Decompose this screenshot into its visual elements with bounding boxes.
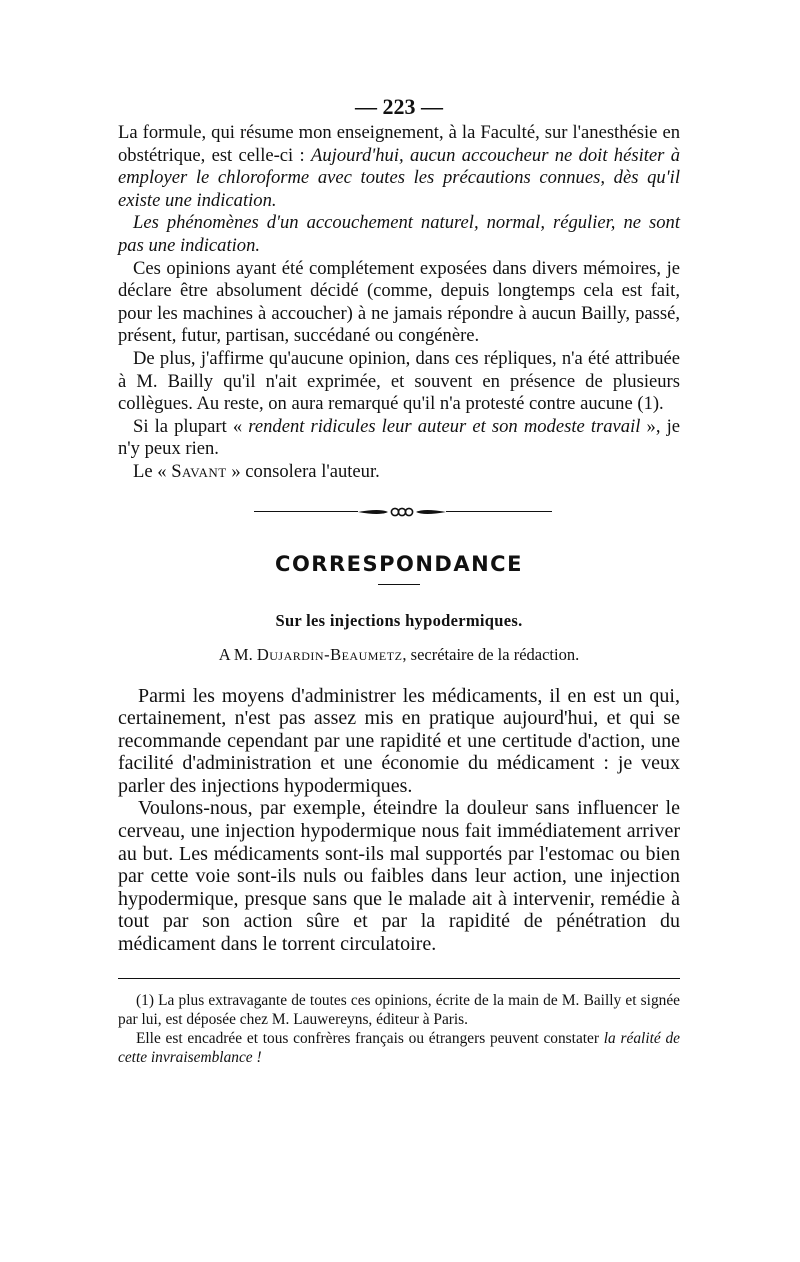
opinions-paragraph: Ces opinions ayant été complétement exposées dans divers mémoires, je déclare être absolument décidé (comme, depuis longtemps cela est fait, pour les machines à accoucher) à ne jamais répondre à aucun Bailly, passé, présent, futur, partisan, succédané ou congénère.: [118, 257, 680, 347]
intro-paragraph: [118, 122, 680, 212]
footnote-rule: [118, 978, 680, 979]
section-title: CORRESPONDANCE: [275, 551, 523, 576]
ornament-line-left: [254, 511, 358, 512]
title-underline: [378, 584, 420, 585]
section-divider-ornament: [118, 502, 680, 522]
ornament-scroll-icon: [358, 502, 446, 522]
page-number: — 223 —: [355, 94, 443, 119]
recipient-name: Dujardin-Beaumetz: [256, 644, 403, 664]
letter-paragraph: Voulons-nous, par exemple, éteindre la douleur sans influencer le cerveau, une injection hypodermique nous fait immédiatement arriver au but. Les médicaments sont-ils mal supportés par l'estomac ou bien par cette voie sont-ils nuls ou faibles dans leur action, une injection hypodermique, presque sans que le malade ait à intervenir, remédie à tout par son action sûre et par la rapidité de pénétration du médicament dans le torrent circulatoire.: [118, 797, 680, 956]
page: [118, 92, 680, 1067]
letter-paragraph: Parmi les moyens d'administrer les médicaments, il en est un qui, certainement, n'est pas assez mis en pratique aujourd'hui, et qui se recommande cependant par une rapidité et une certitude d'action, une facilité d'administration et une économie du médicament : je veux parler des injections hypodermiques.: [118, 684, 680, 797]
savant-paragraph: Le « Savant » consolera l'auteur.: [133, 460, 380, 482]
letter-text: [118, 685, 680, 956]
footnote-1-continued: Elle est encadrée et tous confrères français ou étrangers peuvent constater la réalité de cette invraisemblance !: [118, 1030, 680, 1067]
letter-address: A M. Dujardin-Beaumetz, secrétaire de la rédaction.: [218, 644, 580, 664]
footnote-1: (1) La plus extravagante de toutes ces opinions, écrite de la main de M. Bailly et signée par lui, est déposée chez M. Lauwereyns, éditeur à Paris.: [118, 991, 680, 1028]
intro-indication: Les phénomènes d'un accouchement naturel, normal, régulier, ne sont pas une indication.: [118, 212, 680, 256]
intro-lead: La formule, qui résume mon enseignement, à la Faculté, sur l'anesthésie en obstétrique, est celle-ci :: [118, 122, 680, 166]
section-subtitle: Sur les injections hypodermiques.: [275, 610, 523, 630]
footnotes: [118, 991, 680, 1068]
affirmation-paragraph: De plus, j'affirme qu'aucune opinion, dans ces répliques, n'a été attribuée à M. Bailly qu'il n'ait exprimée, et souvent en présence de plusieurs collègues. Au reste, on aura remarqué qu'il n'a protesté contre aucune (1).: [118, 347, 680, 415]
intro-text: [118, 122, 680, 484]
intro-formula: Aujourd'hui, aucun accoucheur ne doit hésiter à employer le chloroforme avec toutes les précautions connues, dès qu'il existe une indication.: [118, 144, 681, 211]
ornament-line-right: [446, 511, 552, 512]
ridicule-paragraph: Si la plupart « rendent ridicules leur auteur et son modeste travail », je n'y peux rien.: [118, 415, 680, 460]
